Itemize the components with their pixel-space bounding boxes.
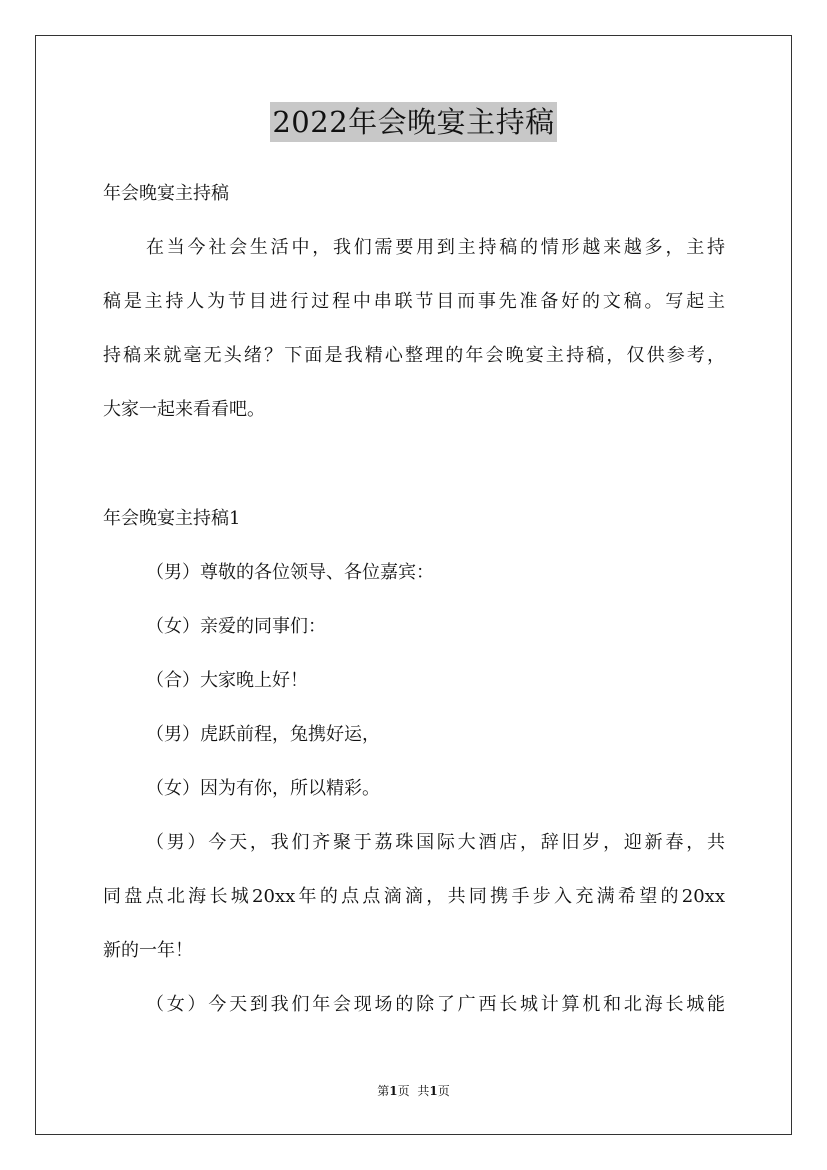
footer-total-label: 共 — [417, 1084, 430, 1098]
dialogue-line: 同盘点北海长城20xx年的点点滴滴，共同携手步入充满希望的20xx — [103, 886, 725, 907]
footer-page-unit: 页 — [397, 1084, 410, 1098]
paragraph-line: 大家一起来看看吧。 — [103, 399, 265, 420]
page-footer — [0, 1083, 827, 1099]
dialogue-line: （男）虎跃前程，兔携好运， — [146, 724, 380, 745]
dialogue-line: （男）今天，我们齐聚于荔珠国际大酒店，辞旧岁，迎新春，共 — [146, 832, 725, 853]
footer-page-total: 1 — [429, 1084, 438, 1098]
dialogue-line: 新的一年！ — [103, 940, 193, 961]
title-container — [0, 102, 827, 142]
dialogue-line: （女）因为有你，所以精彩。 — [146, 778, 380, 799]
document-title: 2022年会晚宴主持稿 — [270, 102, 556, 142]
dialogue-line: （女）亲爱的同事们： — [146, 616, 326, 637]
dialogue-line: （女）今天到我们年会现场的除了广西长城计算机和北海长城能 — [146, 994, 725, 1015]
dialogue-line: （合）大家晚上好！ — [146, 670, 308, 691]
footer-page-label: 第 — [377, 1084, 390, 1098]
paragraph-line: 稿是主持人为节目进行过程中串联节目而事先准备好的文稿。写起主 — [103, 291, 725, 312]
footer-page-current: 1 — [389, 1084, 398, 1098]
paragraph-line: 持稿来就毫无头绪？下面是我精心整理的年会晚宴主持稿，仅供参考， — [103, 345, 725, 366]
dialogue-line: （男）尊敬的各位领导、各位嘉宾： — [146, 562, 434, 583]
paragraph-line: 在当今社会生活中，我们需要用到主持稿的情形越来越多，主持 — [146, 237, 725, 258]
section-heading: 年会晚宴主持稿1 — [103, 508, 241, 529]
section-heading: 年会晚宴主持稿 — [103, 183, 229, 204]
footer-total-unit: 页 — [437, 1084, 450, 1098]
